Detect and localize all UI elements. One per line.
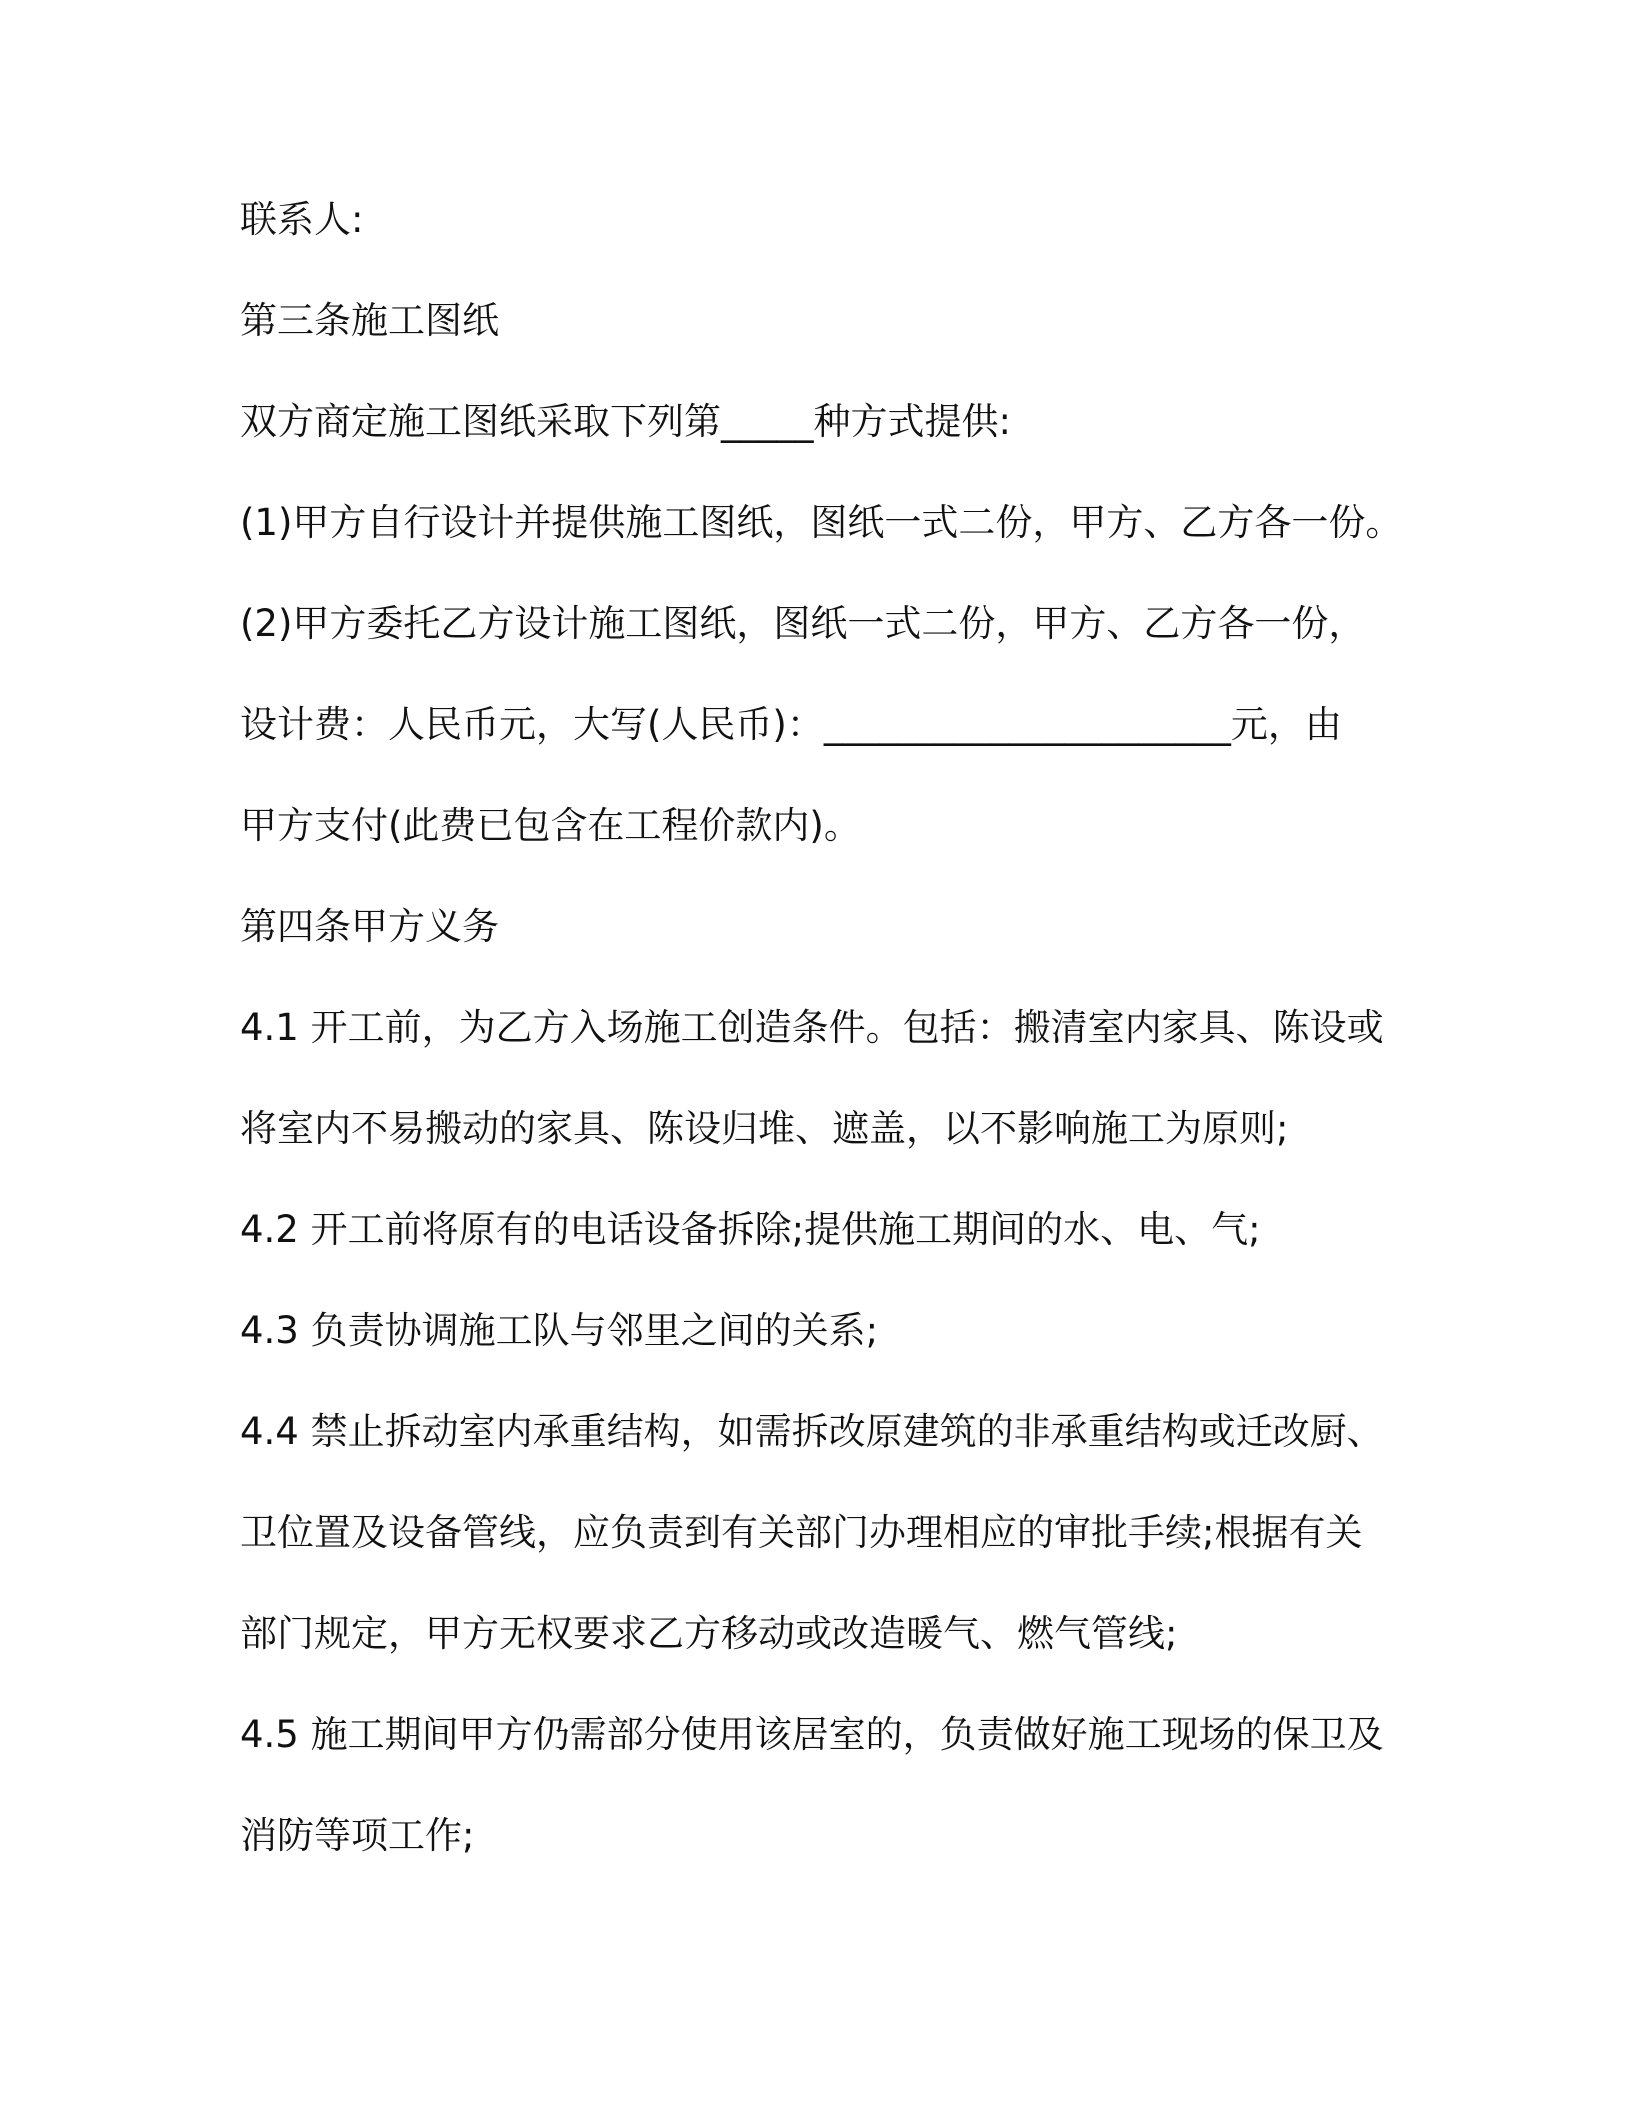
clause-4-3-line: 4.3 负责协调施工队与邻里之间的关系; bbox=[240, 1309, 879, 1352]
clause-4-5-line: 4.5 施工期间甲方仍需部分使用该居室的，负责做好施工现场的保卫及 bbox=[240, 1713, 1384, 1756]
clause-4-5-line: 消防等项工作; bbox=[240, 1814, 475, 1857]
paragraph-line: 双方商定施工图纸采取下列第_____种方式提供: bbox=[240, 400, 1011, 443]
document-body bbox=[240, 192, 1403, 1909]
contact-person-line: 联系人: bbox=[240, 198, 364, 241]
clause-4-2-line: 4.2 开工前将原有的电话设备拆除;提供施工期间的水、电、气; bbox=[240, 1208, 1261, 1251]
paragraph-line: (2)甲方委托乙方设计施工图纸，图纸一式二份，甲方、乙方各一份， bbox=[240, 602, 1366, 645]
article-4-heading: 第四条甲方义务 bbox=[240, 905, 499, 948]
paragraph-line: 设计费：人民币元，大写(人民币)：______________________元，由 bbox=[240, 703, 1342, 746]
clause-4-1-line: 将室内不易搬动的家具、陈设归堆、遮盖，以不影响施工为原则; bbox=[240, 1107, 1289, 1150]
article-3-heading: 第三条施工图纸 bbox=[240, 299, 499, 342]
paragraph-line: (1)甲方自行设计并提供施工图纸，图纸一式二份，甲方、乙方各一份。 bbox=[240, 501, 1403, 544]
clause-4-4-line: 部门规定，甲方无权要求乙方移动或改造暖气、燃气管线; bbox=[240, 1612, 1178, 1655]
clause-4-4-line: 卫位置及设备管线，应负责到有关部门办理相应的审批手续;根据有关 bbox=[240, 1511, 1363, 1554]
clause-4-4-line: 4.4 禁止拆动室内承重结构，如需拆改原建筑的非承重结构或迁改厨、 bbox=[240, 1410, 1384, 1453]
clause-4-1-line: 4.1 开工前，为乙方入场施工创造条件。包括：搬清室内家具、陈设或 bbox=[240, 1006, 1384, 1049]
paragraph-line: 甲方支付(此费已包含在工程价款内)。 bbox=[240, 804, 861, 847]
